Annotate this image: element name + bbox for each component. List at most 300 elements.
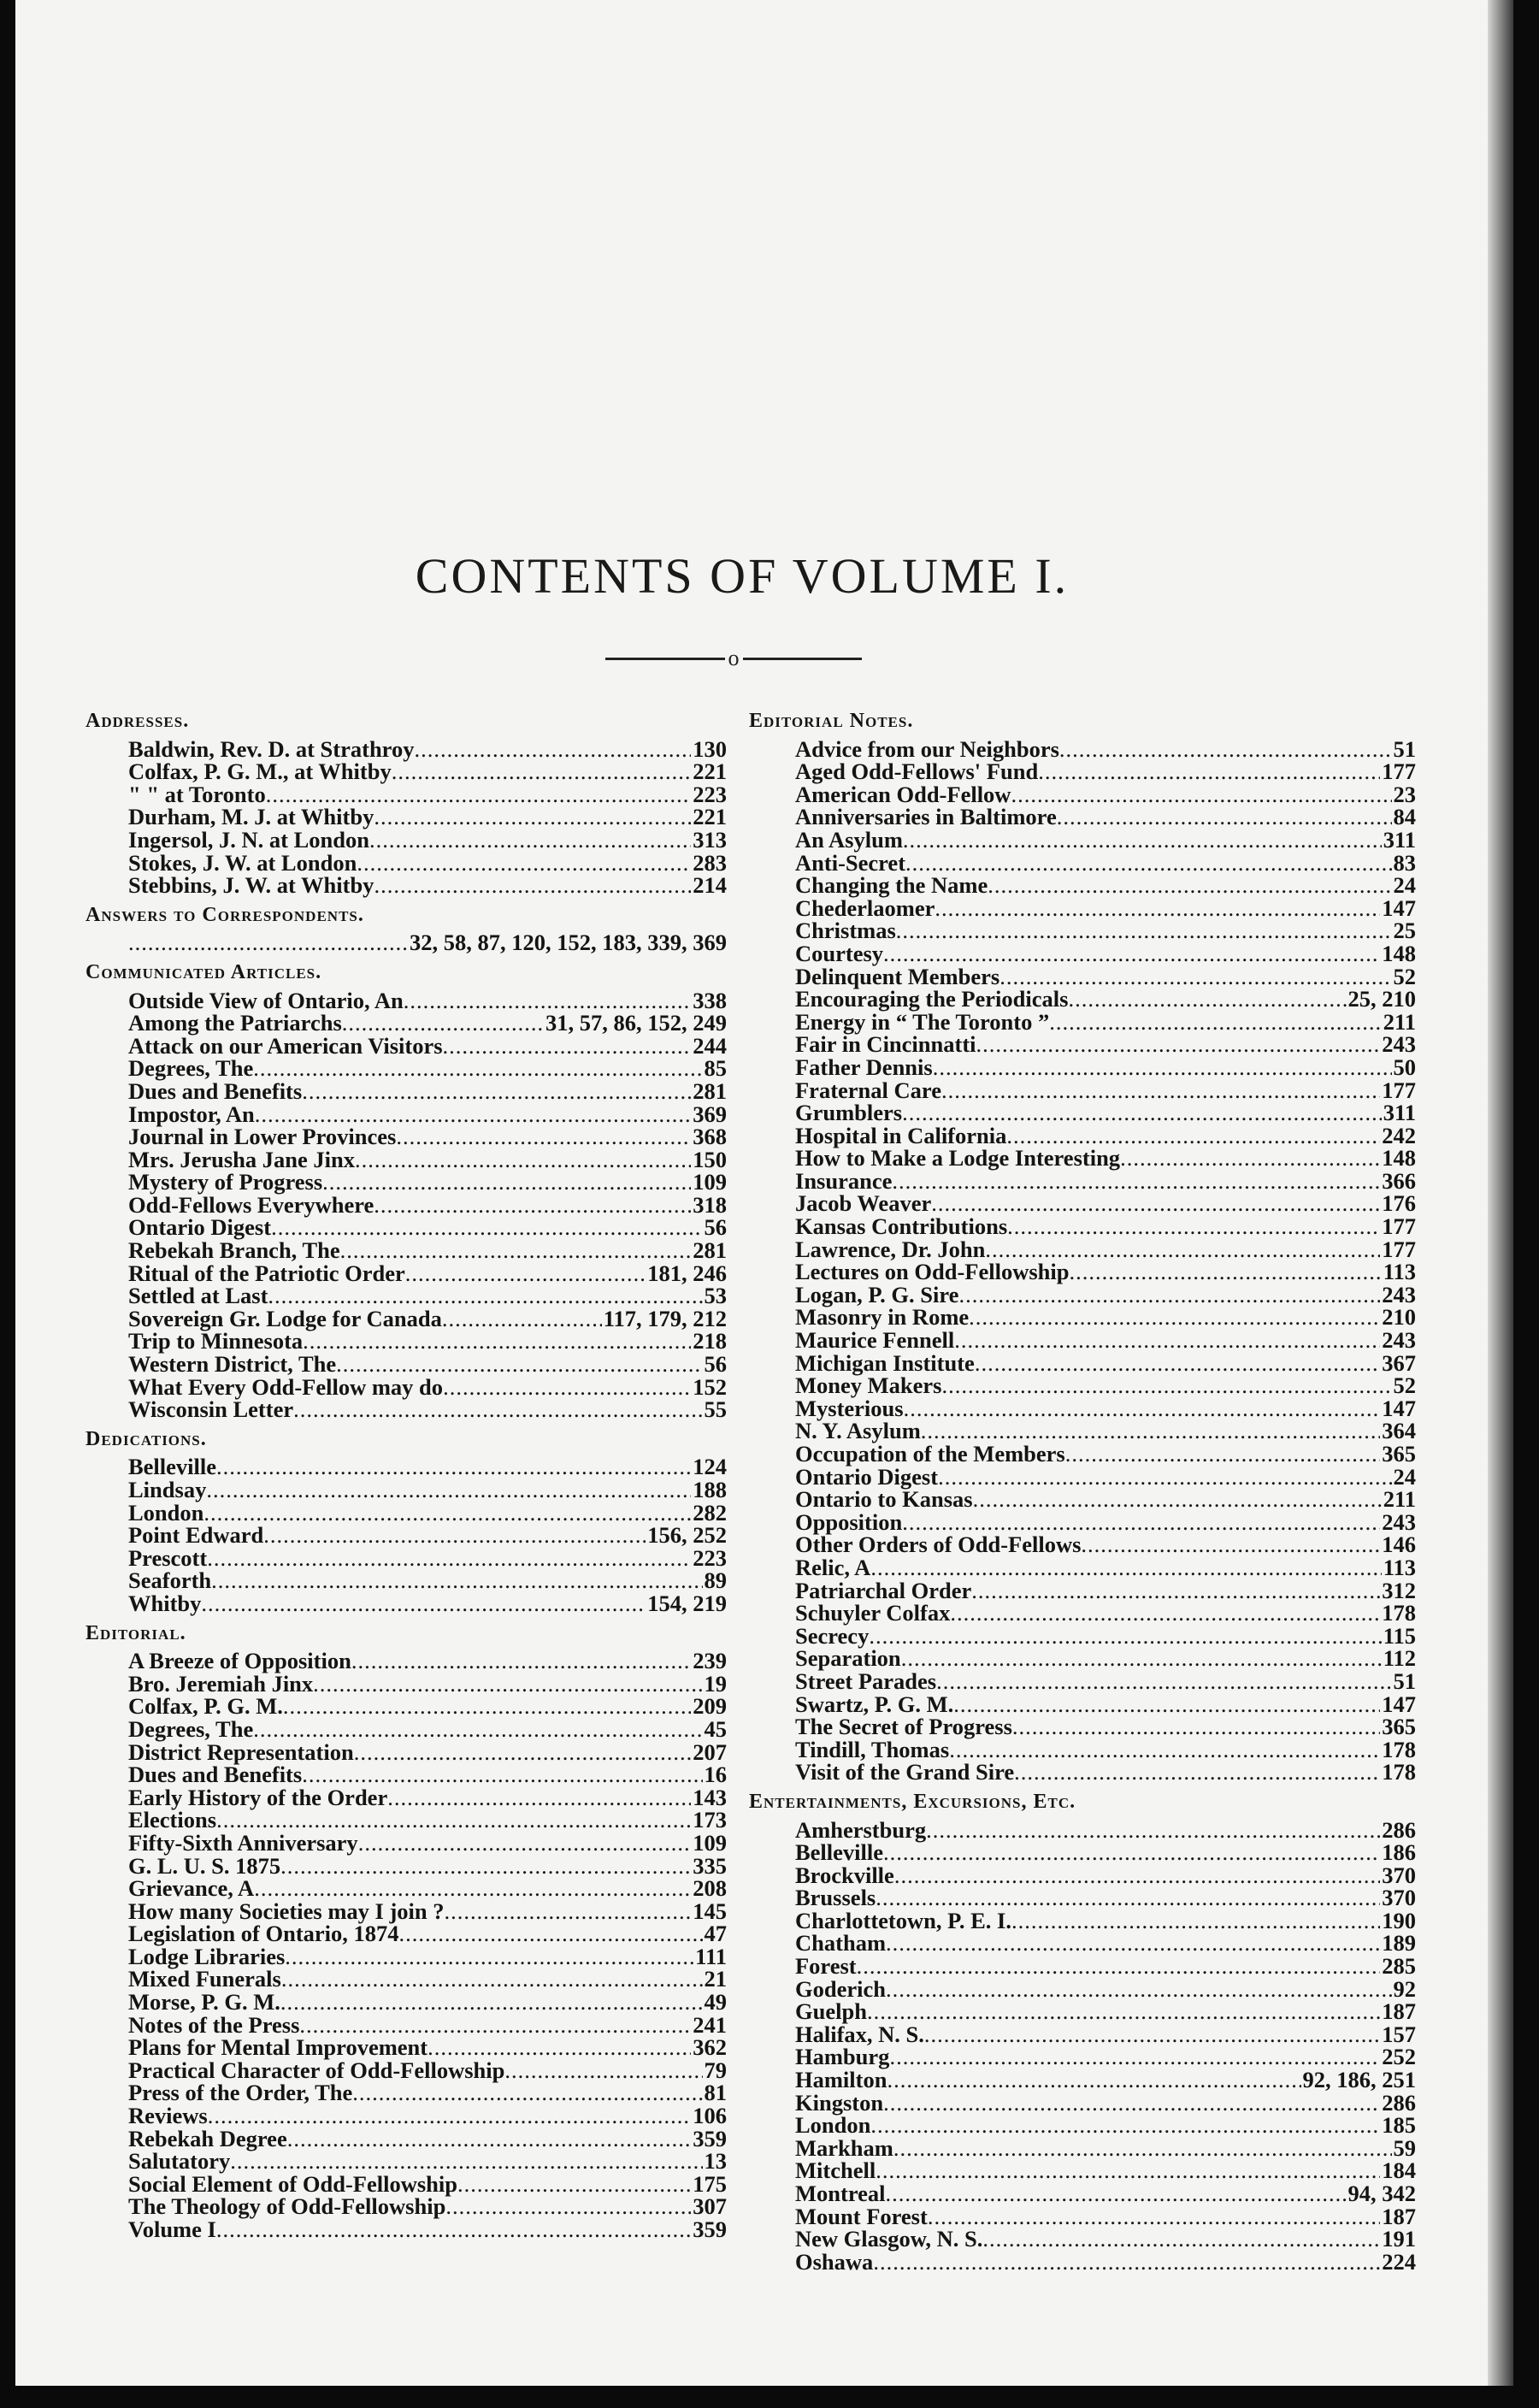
entry-title: American Odd-Fellow <box>795 781 1011 807</box>
entry-title: N. Y. Asylum <box>795 1418 921 1444</box>
entry-title: Morse, P. G. M. <box>128 1989 280 2016</box>
entry-title: Energy in “ The Toronto ” <box>795 1008 1050 1035</box>
entry-title: Anniversaries in Baltimore <box>795 804 1057 830</box>
entry-page-numbers: 367 <box>1382 1349 1416 1376</box>
contents-entry <box>749 2045 1416 2069</box>
dot-leader <box>374 874 691 897</box>
entry-page-numbers: 283 <box>693 849 727 876</box>
dot-leader <box>336 1353 702 1376</box>
entry-page-numbers: 25 <box>1393 918 1416 944</box>
entry-title: Kingston <box>795 2089 884 2116</box>
entry-title: Oshawa <box>795 2248 874 2275</box>
contents-entry <box>749 1488 1416 1511</box>
entry-page-numbers: 366 <box>1382 1167 1416 1194</box>
contents-entry <box>86 1592 727 1615</box>
entry-page-numbers: 31, 57, 86, 152, 249 <box>545 1010 727 1036</box>
dot-leader <box>1038 760 1380 783</box>
entry-title: Press of the Order, The <box>128 2080 353 2106</box>
entry-title: Separation <box>795 1645 901 1672</box>
entry-title: Ontario Digest <box>128 1214 272 1241</box>
dot-leader <box>988 874 1391 897</box>
dot-leader <box>255 1103 691 1126</box>
entry-page-numbers: 117, 179, 212 <box>603 1305 727 1331</box>
dot-leader <box>953 1693 1380 1716</box>
contents-entry <box>749 826 1416 853</box>
contents-entry <box>749 1909 1416 1933</box>
dot-leader <box>399 1922 703 1945</box>
entry-page-numbers: 173 <box>693 1807 727 1833</box>
contents-entry <box>86 1670 727 1697</box>
dot-leader <box>443 1376 691 1399</box>
entry-title: Maurice Fennell <box>795 1327 955 1354</box>
entry-page-numbers: 157 <box>1382 2021 1416 2047</box>
entry-title: Mrs. Jerusha Jane Jinx <box>128 1146 355 1172</box>
entry-title: Logan, P. G. Sire <box>795 1281 959 1307</box>
entry-page-numbers: 113 <box>1383 1554 1416 1580</box>
dot-leader <box>926 1819 1380 1842</box>
dot-leader <box>216 2218 691 2241</box>
entry-title: Rebekah Degree <box>128 2125 287 2151</box>
dot-leader <box>253 1057 702 1080</box>
contents-entry <box>86 1398 727 1421</box>
dot-leader <box>1012 1715 1380 1738</box>
entry-page-numbers: 13 <box>704 2148 727 2175</box>
contents-entry <box>749 1533 1416 1556</box>
entry-title: New Glasgow, N. S. <box>795 2226 983 2252</box>
entry-title: How many Societies may I join ? <box>128 1897 445 1924</box>
entry-title: Amherstburg <box>795 1816 927 1843</box>
dot-leader <box>933 1056 1392 1079</box>
entry-page-numbers: 115 <box>1383 1622 1416 1649</box>
entry-page-numbers: 191 <box>1382 2226 1416 2252</box>
entry-title: Odd-Fellows Everywhere <box>128 1191 374 1218</box>
dot-leader <box>1014 1761 1380 1784</box>
contents-entry <box>749 942 1416 965</box>
entry-title: Swartz, P. G. M. <box>795 1691 954 1717</box>
entry-title: Dues and Benefits <box>128 1762 303 1788</box>
contents-entry <box>86 826 727 853</box>
contents-entry <box>86 1239 727 1262</box>
contents-entry <box>749 1329 1416 1352</box>
contents-column-left <box>86 710 727 2241</box>
entry-page-numbers: 21 <box>704 1966 727 1992</box>
contents-entry <box>86 1829 727 1856</box>
entry-page-numbers: 146 <box>1382 1532 1416 1558</box>
entry-title: Dues and Benefits <box>128 1077 303 1104</box>
entry-title: Chatham <box>795 1930 887 1956</box>
dot-leader <box>999 965 1391 989</box>
entry-page-numbers: 214 <box>693 872 727 899</box>
contents-entry <box>86 1852 727 1879</box>
entry-title: An Asylum <box>795 826 903 853</box>
entry-page-numbers: 45 <box>704 1715 727 1742</box>
dot-leader <box>280 1991 703 2014</box>
dot-leader <box>876 2159 1380 2182</box>
entry-page-numbers: 209 <box>693 1693 727 1720</box>
dot-leader <box>935 897 1380 920</box>
entry-title: Chederlaomer <box>795 894 935 921</box>
section-heading-addresses: Addresses. <box>86 710 190 732</box>
contents-entry <box>86 2125 727 2151</box>
contents-entry <box>86 2059 727 2082</box>
contents-entry <box>86 1499 727 1526</box>
entry-title: Lodge Libraries <box>128 1943 286 1969</box>
entry-title: Hospital in California <box>795 1122 1007 1148</box>
entry-page-numbers: 56 <box>704 1214 727 1241</box>
dot-leader <box>1011 783 1391 806</box>
entry-title: Mitchell <box>795 2157 876 2184</box>
contents-entry <box>86 849 727 876</box>
entry-title: Opposition <box>795 1508 903 1535</box>
contents-entry <box>749 1238 1416 1261</box>
entry-title: Tindill, Thomas <box>795 1736 950 1762</box>
dot-leader <box>354 1741 692 1764</box>
contents-entry <box>86 1373 727 1400</box>
contents-entry <box>86 1968 727 1991</box>
entry-page-numbers: 85 <box>704 1055 727 1082</box>
entry-page-numbers: 109 <box>693 1829 727 1856</box>
entry-page-numbers: 187 <box>1382 1998 1416 2025</box>
entry-page-numbers: 53 <box>704 1283 727 1309</box>
dot-leader <box>302 1080 691 1103</box>
dot-leader <box>941 1079 1380 1102</box>
entry-title: Mount Forest <box>795 2203 928 2229</box>
dot-leader <box>355 1148 691 1172</box>
dot-leader <box>263 1524 646 1547</box>
entry-title: Legislation of Ontario, 1874 <box>128 1921 399 1947</box>
entry-page-numbers: 147 <box>1382 894 1416 921</box>
entry-title: Visit of the Grand Sire <box>795 1759 1015 1785</box>
contents-entry <box>749 2069 1416 2092</box>
contents-entry <box>749 874 1416 897</box>
contents-entry <box>86 1738 727 1765</box>
contents-entry <box>749 1508 1416 1535</box>
entry-page-numbers: 81 <box>704 2080 727 2106</box>
entry-page-numbers: 176 <box>1382 1190 1416 1217</box>
entry-page-numbers: 224 <box>1382 2248 1416 2275</box>
entry-title: Lectures on Odd-Fellowship <box>795 1259 1070 1285</box>
contents-entry <box>86 931 727 954</box>
contents-entry <box>749 849 1416 876</box>
entry-page-numbers: 365 <box>1382 1441 1416 1467</box>
contents-entry <box>86 2195 727 2218</box>
contents-entry <box>86 1650 727 1673</box>
entry-page-numbers: 243 <box>1382 1281 1416 1307</box>
dot-leader <box>870 1556 1381 1579</box>
dot-leader <box>387 1786 691 1809</box>
contents-entry <box>86 1353 727 1376</box>
entry-page-numbers: 84 <box>1393 804 1416 830</box>
entry-page-numbers: 178 <box>1382 1736 1416 1762</box>
contents-entry <box>749 2205 1416 2228</box>
entry-title: Street Parades <box>795 1667 937 1694</box>
document-page <box>15 0 1488 2386</box>
entry-page-numbers: 223 <box>693 781 727 807</box>
entry-page-numbers: 370 <box>1382 1885 1416 1911</box>
dot-leader <box>902 1511 1380 1534</box>
dot-leader <box>405 1262 646 1285</box>
dot-leader <box>894 1864 1380 1887</box>
entry-page-numbers: 312 <box>1382 1577 1416 1603</box>
dot-leader <box>969 1306 1380 1329</box>
entry-page-numbers: 187 <box>1382 2203 1416 2229</box>
entry-page-numbers: 359 <box>693 2216 727 2242</box>
entry-title: Early History of the Order <box>128 1784 388 1810</box>
entry-page-numbers: 178 <box>1382 1759 1416 1785</box>
dot-leader <box>216 1809 691 1832</box>
dot-leader <box>941 1374 1391 1397</box>
contents-entry <box>749 2159 1416 2182</box>
dot-leader <box>230 2150 702 2173</box>
entry-title: Durham, M. J. at Whitby <box>128 804 374 830</box>
contents-entry <box>749 1955 1416 1978</box>
entry-page-numbers: 359 <box>693 2125 727 2151</box>
dot-leader <box>287 2128 692 2151</box>
entry-page-numbers: 185 <box>1382 2112 1416 2139</box>
entry-page-numbers: 186 <box>1382 1839 1416 1866</box>
entry-title: Settled at Last <box>128 1283 268 1309</box>
entry-title: Forest <box>795 1953 857 1980</box>
entry-title: Mixed Funerals <box>128 1966 281 1992</box>
entry-title: Brockville <box>795 1862 894 1888</box>
contents-entry <box>749 1260 1416 1284</box>
dot-leader <box>271 1216 702 1239</box>
entry-title: Fraternal Care <box>795 1077 941 1103</box>
dot-leader <box>285 1945 693 1968</box>
entry-title: Grumblers <box>795 1100 903 1126</box>
contents-entry <box>86 1057 727 1080</box>
entry-title: Secrecy <box>795 1622 870 1649</box>
contents-entry <box>86 1216 727 1239</box>
entry-title: Ontario Digest <box>795 1463 939 1490</box>
dot-leader <box>1068 988 1346 1011</box>
contents-entry <box>86 806 727 829</box>
contents-entry <box>749 1579 1416 1602</box>
dot-leader <box>949 1738 1380 1762</box>
dot-leader <box>1120 1147 1380 1170</box>
dot-leader <box>876 1886 1380 1909</box>
contents-entry <box>86 1945 727 1968</box>
entry-page-numbers: 147 <box>1382 1395 1416 1421</box>
dot-leader <box>208 2104 692 2128</box>
dot-leader <box>873 2251 1380 2274</box>
dot-leader <box>1049 1011 1381 1034</box>
dot-leader <box>886 1932 1380 1955</box>
entry-page-numbers: 364 <box>1382 1418 1416 1444</box>
entry-title: Advice from our Neighbors <box>795 735 1059 762</box>
entry-title: Whitby <box>128 1590 202 1616</box>
contents-entry <box>86 1478 727 1502</box>
dot-leader <box>445 2195 691 2218</box>
dot-leader <box>905 852 1391 875</box>
entry-page-numbers: 177 <box>1382 1236 1416 1262</box>
entry-page-numbers: 368 <box>693 1124 727 1150</box>
contents-entry <box>86 1763 727 1786</box>
dot-leader <box>428 2036 691 2059</box>
dot-leader <box>892 1170 1380 1193</box>
entry-title: Baldwin, Rev. D. at Strathroy <box>128 735 415 762</box>
contents-entry <box>86 2170 727 2197</box>
contents-entry <box>749 1622 1416 1649</box>
contents-entry <box>749 2228 1416 2251</box>
dot-leader <box>867 2000 1380 2023</box>
entry-title: Anti-Secret <box>795 849 906 876</box>
entry-title: Among the Patriarchs <box>128 1010 342 1036</box>
entry-page-numbers: 244 <box>693 1032 727 1059</box>
contents-entry <box>86 783 727 806</box>
entry-title: Fifty-Sixth Anniversary <box>128 1829 358 1856</box>
entry-title: Grievance, A <box>128 1875 255 1902</box>
contents-entry <box>86 874 727 897</box>
entry-title: Schuyler Colfax <box>795 1600 951 1626</box>
contents-entry <box>749 1397 1416 1420</box>
contents-entry <box>749 1886 1416 1909</box>
contents-entry <box>86 735 727 762</box>
entry-title: Michigan Institute <box>795 1349 975 1376</box>
entry-page-numbers: 177 <box>1382 758 1416 785</box>
entry-page-numbers: 92, 186, 251 <box>1302 2067 1416 2093</box>
contents-entry <box>86 1171 727 1194</box>
entry-page-numbers: 52 <box>1393 963 1416 989</box>
contents-entry <box>749 1281 1416 1307</box>
section-heading-entertainments-excursions-etc: Entertainments, Excursions, Etc. <box>749 1790 1076 1813</box>
entry-title: Halifax, N. S. <box>795 2021 924 2047</box>
entry-page-numbers: 177 <box>1382 1077 1416 1103</box>
entry-page-numbers: 148 <box>1382 1145 1416 1172</box>
dot-leader <box>928 2205 1380 2228</box>
entry-page-numbers: 221 <box>693 804 727 830</box>
dot-leader <box>924 2023 1380 2046</box>
contents-entry <box>749 1124 1416 1148</box>
entry-page-numbers: 106 <box>693 2103 727 2129</box>
rule-line-right <box>743 658 863 660</box>
dot-leader <box>342 1012 544 1035</box>
dot-leader <box>203 1502 691 1525</box>
contents-entry <box>749 1349 1416 1376</box>
entry-title: Attack on our American Visitors <box>128 1032 443 1059</box>
entry-title: Montreal <box>795 2181 886 2206</box>
entry-page-numbers: 335 <box>693 1852 727 1879</box>
entry-page-numbers: 210 <box>1382 1304 1416 1331</box>
contents-entry <box>86 1455 727 1478</box>
contents-entry <box>749 760 1416 783</box>
entry-page-numbers: 89 <box>704 1567 727 1594</box>
contents-entry <box>86 2036 727 2059</box>
entry-title: Lindsay <box>128 1477 207 1502</box>
entry-page-numbers: 181, 246 <box>647 1260 727 1286</box>
entry-page-numbers: 242 <box>1382 1122 1416 1148</box>
contents-entry <box>86 2104 727 2128</box>
dot-leader <box>887 2069 1300 2092</box>
entry-page-numbers: 318 <box>693 1191 727 1218</box>
entry-page-numbers: 175 <box>693 2170 727 2197</box>
contents-entry <box>749 1761 1416 1784</box>
entry-page-numbers: 124 <box>693 1454 727 1480</box>
dot-leader <box>870 2114 1380 2137</box>
entry-title: Impostor, An <box>128 1101 255 1127</box>
contents-entry <box>86 2218 727 2241</box>
dot-leader <box>396 1125 691 1148</box>
entry-page-numbers: 24 <box>1393 1463 1416 1490</box>
entry-page-numbers: 24 <box>1393 872 1416 899</box>
dot-leader <box>313 1673 702 1696</box>
dot-leader <box>869 1625 1381 1648</box>
entry-title: Prescott <box>128 1544 208 1571</box>
entry-page-numbers: 51 <box>1393 735 1416 762</box>
entry-page-numbers: 25, 210 <box>1347 986 1416 1012</box>
contents-entry <box>86 1991 727 2014</box>
entry-page-numbers: 52 <box>1393 1372 1416 1399</box>
entry-title: Degrees, The <box>128 1715 254 1742</box>
contents-entry <box>86 1077 727 1104</box>
contents-entry <box>749 1738 1416 1762</box>
section-heading-dedications: Dedications. <box>86 1427 207 1450</box>
contents-entry <box>86 2081 727 2104</box>
dot-leader <box>971 1579 1380 1602</box>
entry-page-numbers: 32, 58, 87, 120, 152, 183, 339, 369 <box>410 930 727 956</box>
contents-entry <box>749 2248 1416 2275</box>
entry-page-numbers: 50 <box>1393 1054 1416 1080</box>
contents-entry <box>86 1695 727 1718</box>
contents-entry <box>86 1307 727 1331</box>
dot-leader <box>958 1284 1380 1307</box>
entry-page-numbers: 286 <box>1382 1816 1416 1843</box>
contents-entry <box>86 1809 727 1832</box>
contents-entry <box>86 1524 727 1547</box>
rule-line-left <box>605 658 725 660</box>
entry-title: A Breeze of Opposition <box>128 1648 351 1674</box>
entry-title: Belleville <box>795 1839 884 1866</box>
entry-page-numbers: 252 <box>1382 2044 1416 2070</box>
contents-entry <box>86 2150 727 2173</box>
dot-leader <box>885 2182 1346 2205</box>
contents-entry <box>749 1306 1416 1329</box>
entry-page-numbers: 208 <box>693 1875 727 1902</box>
contents-entry <box>749 1715 1416 1738</box>
section-heading-editorial: Editorial. <box>86 1621 186 1644</box>
title-rule-ornament <box>605 646 862 670</box>
contents-entry <box>749 1419 1416 1443</box>
dot-leader <box>352 2081 702 2104</box>
dot-leader <box>901 1647 1382 1670</box>
entry-page-numbers: 243 <box>1382 1327 1416 1354</box>
entry-page-numbers: 221 <box>693 758 727 785</box>
contents-entry <box>86 1284 727 1307</box>
dot-leader <box>950 1602 1380 1625</box>
dot-leader <box>889 2045 1380 2069</box>
contents-entry <box>749 1816 1416 1843</box>
entry-title: Kansas Contributions <box>795 1213 1008 1240</box>
dot-leader <box>1081 1533 1380 1556</box>
contents-entry <box>749 1932 1416 1955</box>
entry-page-numbers: 79 <box>704 2057 727 2083</box>
entry-page-numbers: 147 <box>1382 1691 1416 1717</box>
entry-title: Stokes, J. W. at London <box>128 849 357 876</box>
entry-page-numbers: 112 <box>1383 1645 1416 1672</box>
entry-page-numbers: 92 <box>1393 1975 1416 2002</box>
contents-entry <box>749 1463 1416 1490</box>
entry-title: Markham <box>795 2134 893 2161</box>
entry-title: The Secret of Progress <box>795 1714 1012 1740</box>
contents-entry <box>86 1544 727 1571</box>
entry-title: London <box>128 1499 204 1526</box>
dot-leader <box>299 2014 691 2037</box>
contents-entry <box>749 783 1416 806</box>
entry-title: Point Edward <box>128 1522 264 1549</box>
entry-title: Ritual of the Patriotic Order <box>128 1260 405 1286</box>
entry-page-numbers: 130 <box>693 735 727 762</box>
contents-entry <box>749 806 1416 829</box>
